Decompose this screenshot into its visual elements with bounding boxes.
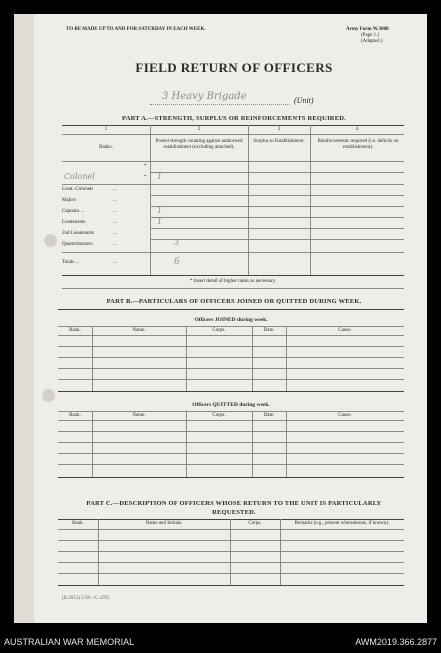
rule (58, 453, 404, 454)
posted-lieutenants: 1 (157, 217, 163, 226)
c-col-corps: Corps. (248, 521, 262, 526)
joined-col-corps: Corps. (212, 328, 226, 333)
rank-2nd-lieutenants: 2nd Lieutenants (62, 231, 95, 236)
top-note: TO BE MADE UP TO AND FOR SATURDAY IN EACH WEEK. (66, 27, 206, 32)
rule (58, 431, 404, 432)
part-a-heading: PART A.—STRENGTH, SURPLUS OR REINFORCEMENTS REQUIRED. (122, 115, 346, 122)
part-b-heading: PART B.—PARTICULARS OF OFFICERS JOINED OR QUITTED DURING WEEK. (106, 298, 362, 305)
rank-dots: ... (113, 220, 117, 225)
rule (62, 252, 404, 253)
joined-title: Officers JOINED during week. (194, 317, 268, 323)
col-divider (230, 519, 231, 585)
rank-dots: ... (113, 231, 117, 236)
rule (58, 464, 404, 465)
col-divider (186, 411, 187, 477)
rule (58, 540, 404, 541)
form-id: Army Form W.3008 (346, 27, 389, 32)
col-number: 2 (197, 127, 201, 132)
rule (58, 335, 404, 336)
rule (58, 326, 404, 327)
punch-hole (42, 389, 55, 402)
c-col-rank: Rank. (72, 521, 84, 526)
rule (58, 420, 404, 421)
rank-marker: * (144, 175, 147, 180)
rule (58, 346, 404, 347)
rule (150, 228, 404, 229)
rule (58, 477, 404, 478)
quitted-col-date: Date. (263, 413, 275, 418)
footer-left: AUSTRALIAN WAR MEMORIAL (4, 637, 135, 647)
col-divider (286, 411, 287, 477)
joined-col-cause: Cause. (338, 328, 352, 333)
posted-header: Posted strength counting against authorised establishment (excluding attached). (155, 139, 243, 150)
part-a-footnote: * Insert detail of higher ranks as necessary. (189, 279, 277, 284)
quitted-title: Officers QUITTED during week. (192, 402, 270, 408)
rule (58, 551, 404, 552)
c-col-name: Name and Initials. (145, 521, 183, 526)
reinforcements-header: Reinforcements required (i.e. deficits on establishment). (317, 139, 399, 150)
rule (62, 134, 404, 135)
rule (58, 309, 404, 310)
rule (62, 184, 404, 185)
col-divider (186, 326, 187, 391)
footer-right: AWM2019.366.2877 (355, 637, 437, 647)
rule (150, 217, 404, 218)
rank-lieut-colonels: Lieut.-Colonels (62, 187, 94, 192)
totals-label: Totals ... (62, 260, 80, 265)
rule (58, 573, 404, 574)
punch-hole (44, 234, 57, 247)
rule (150, 172, 404, 173)
form-page: (Page 1.) (361, 33, 380, 38)
part-a-bottom-rule (62, 275, 404, 276)
quitted-col-cause: Cause. (338, 413, 352, 418)
c-col-remarks: Remarks (e.g., present whereabouts, if known). (294, 521, 390, 526)
quitted-col-corps: Corps. (212, 413, 226, 418)
rule (150, 206, 404, 207)
rule (58, 379, 404, 380)
rule (58, 411, 404, 412)
quitted-col-rank: Rank. (69, 413, 81, 418)
rule (150, 239, 404, 240)
part-c-heading-2: REQUESTED. (212, 509, 256, 516)
rank-quartermasters: Quartermasters (62, 242, 93, 247)
rule (62, 288, 404, 289)
sheet-left-edge (14, 14, 34, 623)
ranks-header: Ranks. (99, 145, 113, 150)
part-a-top-rule (62, 125, 404, 126)
rank-dots: ... (113, 198, 117, 203)
rank-colonel: Colonel (64, 172, 95, 181)
posted-colonel: 1 (157, 172, 163, 181)
rule (58, 391, 404, 392)
col-divider (92, 411, 93, 477)
col-divider (252, 411, 253, 477)
unit-handwritten: 3 Heavy Brigade (162, 91, 247, 102)
rank-dots: ... (113, 209, 117, 214)
total-posted: 6 (174, 257, 180, 267)
rule (58, 519, 404, 520)
part-c-heading: PART C.—DESCRIPTION OF OFFICERS WHOSE RETURN TO THE UNIT IS PARTICULARLY (86, 500, 382, 507)
rank-lieutenants: Lieutenants (62, 220, 86, 225)
rule (58, 368, 404, 369)
surplus-header: Surplus to Establishment. (253, 139, 305, 144)
joined-col-rank: Rank. (69, 328, 81, 333)
joined-col-name: Name. (132, 328, 146, 333)
col-number: 4 (355, 127, 359, 132)
rule (58, 585, 404, 586)
rule (150, 195, 404, 196)
rule (62, 161, 404, 162)
posted-captains: 1 (157, 206, 163, 215)
form-adapted: (Adapted.) (361, 39, 383, 44)
unit-line (150, 104, 290, 105)
col-divider (92, 326, 93, 391)
print-reference: (B.2053) 5/39—C.4705 (62, 596, 110, 601)
col-number: 3 (277, 127, 281, 132)
quitted-col-name: Name. (132, 413, 146, 418)
joined-col-date: Date. (263, 328, 275, 333)
rule (58, 562, 404, 563)
totals-dots: ... (113, 260, 117, 265)
posted-quartermasters: 3 (174, 238, 180, 247)
rule (58, 357, 404, 358)
rank-majors: Majors (62, 198, 77, 203)
rule (58, 442, 404, 443)
rank-marker: * (144, 164, 147, 169)
unit-label: (Unit) (294, 96, 314, 105)
rank-dots: ... (113, 187, 117, 192)
col-divider (280, 519, 281, 585)
rank-captains: Captains ... (62, 209, 85, 214)
form-title: FIELD RETURN OF OFFICERS (135, 60, 333, 75)
rule (58, 529, 404, 530)
col-divider (286, 326, 287, 391)
col-divider (252, 326, 253, 391)
col-number: 1 (104, 127, 108, 132)
rank-dots: ... (113, 242, 117, 247)
col-divider (98, 519, 99, 585)
